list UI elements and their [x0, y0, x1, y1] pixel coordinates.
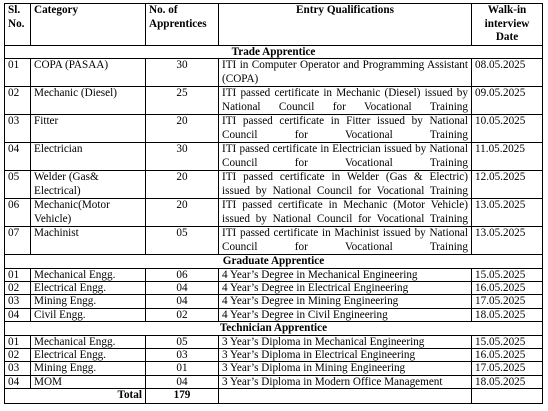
cell-qualification: 3 Year’s Diploma in Electrical Engineering: [219, 349, 472, 362]
section-header-row: [5, 255, 543, 269]
total-empty-qualification: [219, 389, 472, 404]
cell-num: 06: [146, 268, 219, 281]
cell-num: 04: [146, 295, 219, 308]
cell-category: Civil Engg.: [31, 308, 146, 321]
cell-date: 09.05.2025: [472, 87, 543, 115]
table-row: [5, 349, 543, 362]
cell-num: 30: [146, 59, 219, 87]
table-row: [5, 87, 543, 115]
cell-sl: 05: [5, 171, 31, 199]
cell-date: 13.05.2025: [472, 199, 543, 227]
cell-num: 03: [146, 349, 219, 362]
section-title: Trade Apprentice: [5, 45, 543, 59]
cell-num: 04: [146, 375, 219, 388]
table-row: [5, 199, 543, 227]
cell-sl: 06: [5, 199, 31, 227]
cell-category: Mechanic (Diesel): [31, 87, 146, 115]
cell-qualification: ITI passed certificate in Electrician issued by National Council for Vocational Training: [219, 143, 472, 171]
cell-qualification: 3 Year’s Diploma in Mechanical Engineering: [219, 335, 472, 348]
cell-sl: 02: [5, 281, 31, 294]
cell-category: Mechanical Engg.: [31, 335, 146, 348]
cell-date: 17.05.2025: [472, 362, 543, 375]
cell-qualification: 3 Year’s Diploma in Modern Office Management: [219, 375, 472, 388]
cell-date: 15.05.2025: [472, 268, 543, 281]
cell-num: 05: [146, 227, 219, 255]
header-row: [5, 4, 543, 46]
cell-date: 15.05.2025: [472, 335, 543, 348]
cell-date: 11.05.2025: [472, 143, 543, 171]
cell-category: Mining Engg.: [31, 362, 146, 375]
cell-date: 08.05.2025: [472, 59, 543, 87]
cell-qualification: 4 Year’s Degree in Mechanical Engineering: [219, 268, 472, 281]
table-row: [5, 59, 543, 87]
table-row: [5, 268, 543, 281]
cell-category: Mechanic(Motor Vehicle): [31, 199, 146, 227]
cell-category: Electrician: [31, 143, 146, 171]
cell-date: 16.05.2025: [472, 349, 543, 362]
cell-sl: 03: [5, 115, 31, 143]
cell-category: Mining Engg.: [31, 295, 146, 308]
cell-qualification: ITI passed certificate in Mechanic (Motor Vehicle) issued by National Council for Vocational Training: [219, 199, 472, 227]
header-num: No. of Apprentices: [146, 4, 219, 46]
section-header-row: [5, 45, 543, 59]
cell-qualification: ITI passed certificate in Fitter issued by National Council for Vocational Training: [219, 115, 472, 143]
cell-num: 25: [146, 87, 219, 115]
table-row: [5, 335, 543, 348]
cell-category: Machinist: [31, 227, 146, 255]
table-row: [5, 281, 543, 294]
cell-category: MOM: [31, 375, 146, 388]
cell-num: 20: [146, 171, 219, 199]
apprentice-table: [4, 3, 543, 404]
cell-num: 20: [146, 115, 219, 143]
cell-num: 04: [146, 281, 219, 294]
table-row: [5, 375, 543, 388]
section-title: Graduate Apprentice: [5, 255, 543, 269]
cell-sl: 04: [5, 308, 31, 321]
cell-category: Fitter: [31, 115, 146, 143]
table-row: [5, 115, 543, 143]
cell-qualification: ITI passed certificate in Welder (Gas & Electric) issued by National Council for Vocational Training: [219, 171, 472, 199]
table-row: [5, 227, 543, 255]
cell-category: Electrical Engg.: [31, 349, 146, 362]
cell-date: 17.05.2025: [472, 295, 543, 308]
cell-qualification: ITI passed certificate in Mechanic (Diesel) issued by National Council for Vocational Training: [219, 87, 472, 115]
cell-sl: 01: [5, 268, 31, 281]
table-body: [5, 45, 543, 403]
cell-date: 18.05.2025: [472, 308, 543, 321]
cell-qualification: 4 Year’s Degree in Electrical Engineering: [219, 281, 472, 294]
section-header-row: [5, 322, 543, 336]
cell-sl: 01: [5, 335, 31, 348]
section-title: Technician Apprentice: [5, 322, 543, 336]
table-row: [5, 295, 543, 308]
cell-num: 05: [146, 335, 219, 348]
header-category: Category: [31, 4, 146, 46]
cell-category: COPA (PASAA): [31, 59, 146, 87]
total-label: Total: [5, 389, 146, 404]
cell-num: 20: [146, 199, 219, 227]
cell-qualification: 4 Year’s Degree in Civil Engineering: [219, 308, 472, 321]
cell-sl: 04: [5, 375, 31, 388]
cell-date: 18.05.2025: [472, 375, 543, 388]
cell-date: 13.05.2025: [472, 227, 543, 255]
table-row: [5, 171, 543, 199]
cell-sl: 04: [5, 143, 31, 171]
cell-date: 16.05.2025: [472, 281, 543, 294]
cell-sl: 03: [5, 295, 31, 308]
cell-qualification: ITI in Computer Operator and Programming Assistant (COPA): [219, 59, 472, 87]
cell-category: Electrical Engg.: [31, 281, 146, 294]
header-qualifications: Entry Qualifications: [219, 4, 472, 46]
cell-sl: 07: [5, 227, 31, 255]
table-row: [5, 362, 543, 375]
cell-sl: 02: [5, 87, 31, 115]
cell-qualification: ITI passed certificate in Machinist issued by National Council for Vocational Training: [219, 227, 472, 255]
total-row: [5, 389, 543, 404]
cell-qualification: 4 Year’s Degree in Mining Engineering: [219, 295, 472, 308]
table-row: [5, 143, 543, 171]
cell-num: 30: [146, 143, 219, 171]
cell-category: Mechanical Engg.: [31, 268, 146, 281]
total-value: 179: [146, 389, 219, 404]
cell-sl: 03: [5, 362, 31, 375]
cell-sl: 01: [5, 59, 31, 87]
cell-num: 02: [146, 308, 219, 321]
cell-category: Welder (Gas& Electrical): [31, 171, 146, 199]
total-empty-date: [472, 389, 543, 404]
cell-date: 10.05.2025: [472, 115, 543, 143]
cell-sl: 02: [5, 349, 31, 362]
table-row: [5, 308, 543, 321]
header-sl: Sl. No.: [5, 4, 31, 46]
cell-num: 01: [146, 362, 219, 375]
header-date: Walk-in interview Date: [472, 4, 543, 46]
cell-date: 12.05.2025: [472, 171, 543, 199]
cell-qualification: 3 Year’s Diploma in Mining Engineering: [219, 362, 472, 375]
